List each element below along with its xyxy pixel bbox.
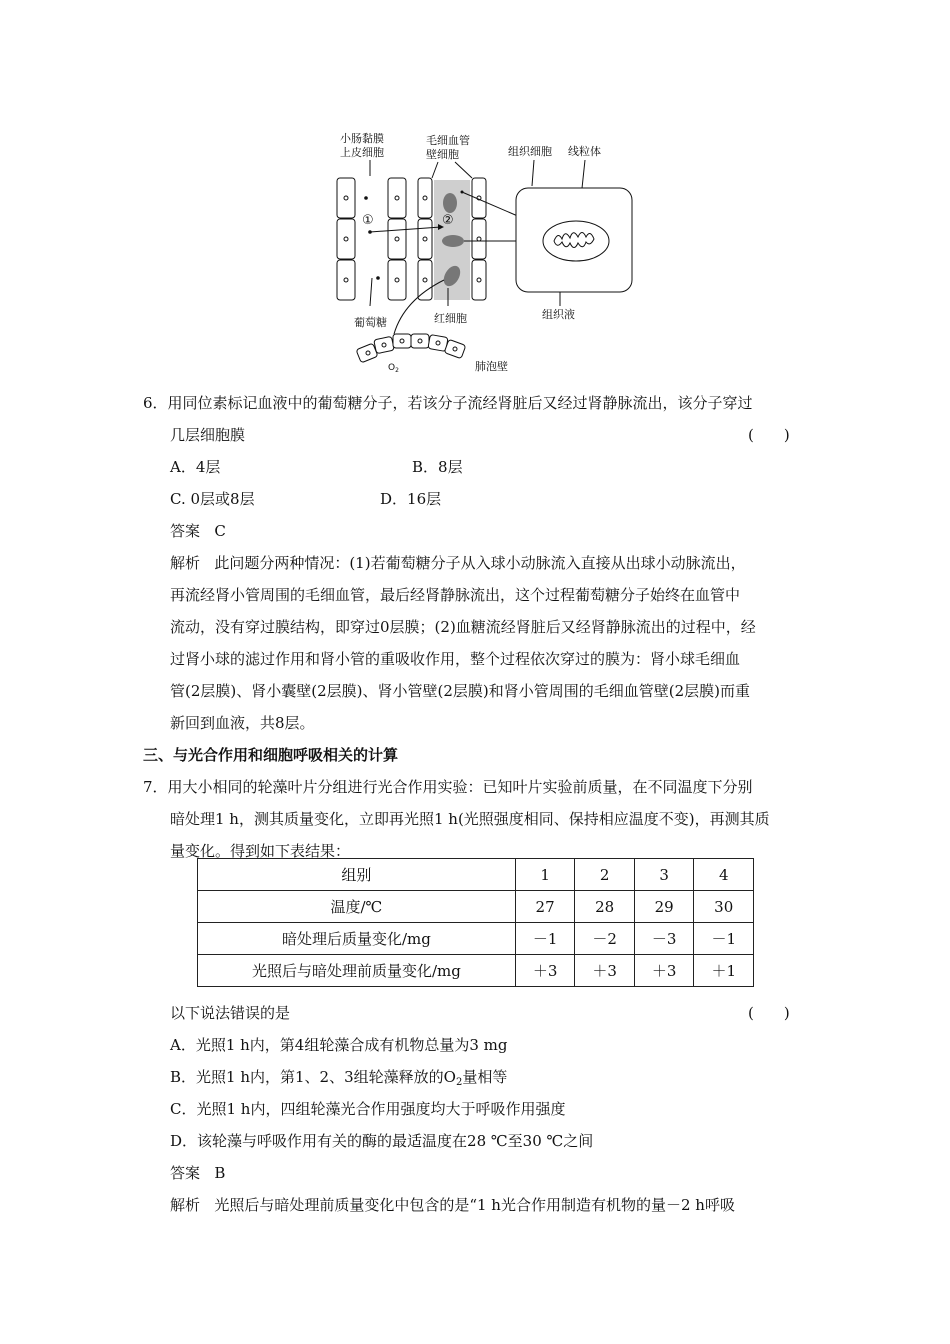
q6-answer-paren: ( ) <box>748 426 790 444</box>
table-cell: ＋3 <box>515 955 575 987</box>
q7-option-b-text-end: 量相等 <box>462 1068 508 1086</box>
label-o2: $O_2$ <box>388 363 399 374</box>
table-cell: 温度/℃ <box>198 891 516 923</box>
table-cell: 4 <box>694 859 754 891</box>
q7-option-b-subscript: 2 <box>455 1077 463 1088</box>
table-cell: －2 <box>575 923 635 955</box>
label-red-cell: 红细胞 <box>434 312 467 325</box>
q7-option-b-text: B．光照1 h内，第1、2、3组轮藻释放的O <box>170 1068 456 1086</box>
table-row <box>198 955 754 987</box>
table-cell: ＋1 <box>694 955 754 987</box>
label-alveolus-wall: 肺泡壁 <box>475 360 508 373</box>
q7-answer-value: B <box>214 1164 226 1182</box>
q7-option-d: D．该轮藻与呼吸作用有关的酶的最适温度在28 ℃至30 ℃之间 <box>170 1132 594 1150</box>
q6-analysis-line6: 新回到血液，共8层。 <box>170 714 315 732</box>
table-cell: 光照后与暗处理前质量变化/mg <box>198 955 516 987</box>
table-row <box>198 891 754 923</box>
q6-analysis-line5: 管(2层膜)、肾小囊壁(2层膜)、肾小管壁(2层膜)和肾小管周围的毛细血管壁(2层膜)而重 <box>170 682 750 700</box>
q7-analysis-line1 <box>170 1195 735 1215</box>
q6-answer-value: C <box>214 522 226 540</box>
table-row <box>198 859 754 891</box>
q6-option-a: A．4层 <box>170 458 221 476</box>
biology-diagram <box>320 128 640 378</box>
q6-analysis-label: 解析 <box>170 554 201 572</box>
marker-1: ① <box>362 213 374 228</box>
table-cell: 27 <box>515 891 575 923</box>
table-cell: 暗处理后质量变化/mg <box>198 923 516 955</box>
label-mitochondria: 线粒体 <box>568 145 601 158</box>
q6-analysis-line1 <box>170 553 746 573</box>
q7-analysis-text1: 光照后与暗处理前质量变化中包含的是“1 h光合作用制造有机物的量－2 h呼吸 <box>214 1196 735 1214</box>
table-row <box>198 923 754 955</box>
label-intestine-cell-2: 上皮细胞 <box>340 146 384 159</box>
q6-option-d: D．16层 <box>380 490 442 508</box>
table-cell: 28 <box>575 891 635 923</box>
table-cell: －1 <box>515 923 575 955</box>
q6-option-b: B．8层 <box>412 458 463 476</box>
table-cell: ＋3 <box>575 955 635 987</box>
q6-analysis-text1: 此问题分两种情况：(1)若葡萄糖分子从入球小动脉流入直接从出球小动脉流出， <box>214 554 746 572</box>
table-cell: 组别 <box>198 859 516 891</box>
table-cell: －3 <box>634 923 694 955</box>
q6-stem-line1: 6．用同位素标记血液中的葡萄糖分子，若该分子流经肾脏后又经过肾静脉流出，该分子穿过 <box>143 394 753 412</box>
table-cell: 2 <box>575 859 635 891</box>
q6-option-c: C. 0层或8层 <box>170 490 255 508</box>
q6-stem-line2: 几层细胞膜 <box>170 426 246 444</box>
table-cell: 1 <box>515 859 575 891</box>
q7-stem-line2: 暗处理1 h，测其质量变化，立即再光照1 h(光照强度相同、保持相应温度不变)，再测其质 <box>170 810 770 828</box>
section3-title: 三、与光合作用和细胞呼吸相关的计算 <box>143 746 399 764</box>
q6-analysis-line4: 过肾小球的滤过作用和肾小管的重吸收作用，整个过程依次穿过的膜为：肾小球毛细血 <box>170 650 741 668</box>
q7-stem-line3: 量变化。得到如下表结果： <box>170 842 351 860</box>
q7-analysis-label: 解析 <box>170 1196 201 1214</box>
q7-answer <box>170 1163 225 1183</box>
q6-analysis-line3: 流动，没有穿过膜结构，即穿过0层膜；(2)血糖流经肾脏后又经肾静脉流出的过程中，经 <box>170 618 756 636</box>
marker-2: ② <box>442 213 454 228</box>
table-cell: 30 <box>694 891 754 923</box>
label-capillary-2: 壁细胞 <box>426 148 459 161</box>
q6-analysis-line2: 再流经肾小管周围的毛细血管，最后经肾静脉流出，这个过程葡萄糖分子始终在血管中 <box>170 586 741 604</box>
label-glucose: 葡萄糖 <box>354 316 387 329</box>
q7-option-a: A．光照1 h内，第4组轮藻合成有机物总量为3 mg <box>170 1036 508 1054</box>
label-capillary-1: 毛细血管 <box>426 134 470 147</box>
q7-stem-line1: 7．用大小相同的轮藻叶片分组进行光合作用实验：已知叶片实验前质量，在不同温度下分别 <box>143 778 753 796</box>
table-cell: 29 <box>634 891 694 923</box>
q7-answer-paren: ( ) <box>748 1004 790 1022</box>
q6-answer <box>170 521 226 541</box>
q7-answer-label: 答案 <box>170 1164 201 1182</box>
q6-answer-label: 答案 <box>170 522 201 540</box>
q7-question: 以下说法错误的是 <box>170 1004 291 1022</box>
alveolus-cells <box>356 334 466 363</box>
label-tissue-cell: 组织细胞 <box>508 145 552 158</box>
table-cell: ＋3 <box>634 955 694 987</box>
q7-option-c: C．光照1 h内，四组轮藻光合作用强度均大于呼吸作用强度 <box>170 1100 566 1118</box>
table-cell: －1 <box>694 923 754 955</box>
q7-option-b <box>170 1067 507 1093</box>
q7-data-table <box>197 858 754 987</box>
label-intestine-cell-1: 小肠黏膜 <box>340 132 384 145</box>
table-cell: 3 <box>634 859 694 891</box>
label-tissue-fluid: 组织液 <box>542 308 575 321</box>
